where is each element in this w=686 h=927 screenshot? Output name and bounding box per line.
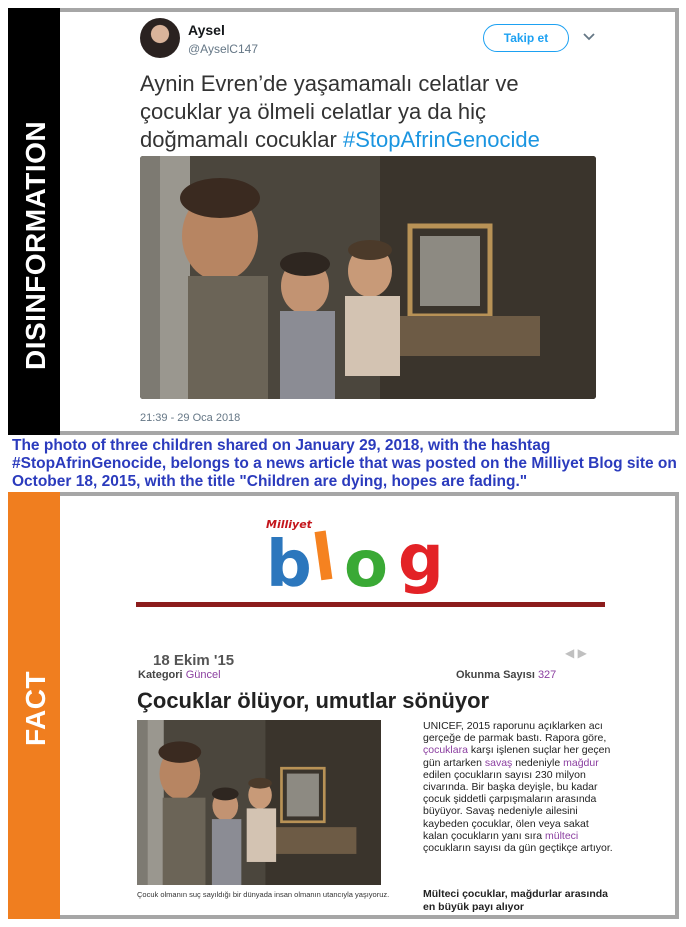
reads-value: 327 — [537, 669, 557, 681]
link-savas[interactable]: savaş — [484, 756, 513, 769]
header-rule — [136, 602, 605, 607]
article-category — [138, 669, 221, 681]
tweet-hashtag-link[interactable]: #StopAfrinGenocide — [342, 127, 540, 152]
link-multeci[interactable]: mülteci — [544, 829, 579, 842]
article-body — [423, 720, 615, 854]
svg-text:g: g — [398, 522, 444, 596]
milliyet-blog-logo[interactable] — [262, 506, 462, 598]
logo-brand-small: Milliyet — [266, 518, 312, 531]
category-link[interactable]: Güncel — [185, 669, 221, 681]
tweet-text — [140, 70, 600, 154]
body-text-1: UNICEF, 2015 raporunu açıklarken acı gerçeğe de parmak bastı. Rapora göre, — [423, 720, 607, 745]
category-label: Kategori — [138, 669, 183, 681]
photo-caption: Çocuk olmanın suç sayıldığı bir dünyada insan olmanın utancıyla yaşıyoruz. — [137, 890, 390, 899]
fact-label: FACT — [20, 670, 51, 746]
previous-arrow-icon[interactable]: ◀ — [565, 646, 575, 660]
next-arrow-icon[interactable]: ▶ — [577, 646, 587, 660]
tweet-author-handle[interactable]: @AyselC147 — [188, 42, 258, 56]
fact-check-caption: The photo of three children shared on January 29, 2018, with the hashtag #StopAfrinGenocide, belongs to a news article that was posted on the Milliyet Blog site on October 18, 2015, with the title "Children are dying, hopes are fading." — [12, 437, 677, 490]
body-text-2: karşı işlenen suçlar her geçen gün artarken — [423, 744, 611, 769]
chevron-down-icon[interactable] — [583, 30, 595, 44]
article-nav[interactable] — [565, 646, 587, 660]
disinformation-label: DISINFORMATION — [20, 120, 51, 370]
svg-text:o: o — [344, 528, 388, 598]
svg-text:b: b — [266, 528, 312, 598]
article-date: 18 Ekim '15 — [153, 652, 235, 669]
tweet-photo[interactable] — [140, 156, 596, 399]
fact-side-bar — [8, 492, 60, 919]
tweet-body: Aynin Evren’de yaşamamalı celatlar ve çocuklar ya ölmeli celatlar ya da hiç doğmamalı cocuklar — [140, 71, 519, 152]
link-cocuklara[interactable]: çocuklara — [423, 744, 468, 757]
tweet-timestamp[interactable]: 21:39 - 29 Oca 2018 — [140, 412, 241, 424]
tweet-author-name[interactable]: Aysel — [188, 22, 225, 38]
body-text-5: çocukların sayısı da gün geçtikçe artıyor. — [423, 842, 613, 855]
svg-text:l: l — [307, 520, 340, 597]
link-magdur[interactable]: mağdur — [563, 756, 599, 769]
avatar[interactable] — [140, 18, 180, 58]
body-text-3: nedeniyle — [512, 756, 564, 769]
disinformation-side-bar — [8, 8, 60, 435]
follow-button[interactable]: Takip et — [483, 24, 569, 52]
body-text-4: edilen çocukların sayısı 230 milyon civarında. Bir başka deyişle, bu kadar çocuk şiddetli çarpışmaların arasında büyüyor. Savaş nedeniyle ailesini kaybeden çocuklar, ölen veya sakat kalan çocukların yanı sıra — [423, 768, 598, 842]
article-photo[interactable] — [137, 720, 381, 885]
article-read-count — [456, 669, 556, 681]
article-title[interactable]: Çocuklar ölüyor, umutlar sönüyor — [137, 688, 490, 713]
reads-label: Okunma Sayısı — [456, 669, 535, 681]
article-subheading: Mülteci çocuklar, mağdurlar arasında en büyük payı alıyor — [423, 888, 608, 913]
